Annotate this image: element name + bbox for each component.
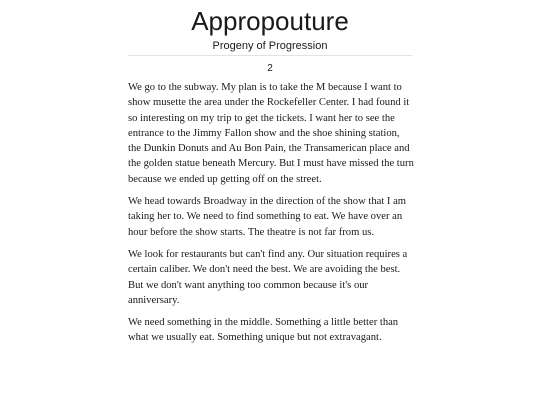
- paragraph-3: We look for restaurants but can't find any. Our situation requires a certain caliber. We don't need the best. We are avoiding the best. But we don't want anything too common because it's our anniversary.: [128, 248, 408, 306]
- blog-subtitle: Progeny of Progression: [212, 40, 328, 52]
- paragraph-1: We go to the subway. My plan is to take the M because I want to show musette the area under the Rockefeller Center. I had found it so interesting on my trip to get the tickets. I want her to see the entrance to the Jimmy Fallon show and the shoe shining station, the Dunkin Donuts and Au Bon Pain, the Transamerican place and the golden statue beneath Mercury. But I must have missed the turn because we ended up getting off on the street.: [128, 82, 414, 185]
- post-body: [128, 80, 414, 353]
- paragraph-2: We head towards Broadway in the direction of the show that I am taking her to. We need to find something to eat. We have over an hour before the show starts. The theatre is not far from us.: [128, 196, 407, 238]
- page-number: 2: [267, 63, 273, 74]
- paragraph-4: We need something in the middle. Something a little better than what we usually eat. Something unique but not extravagant.: [128, 317, 399, 344]
- header-divider: [128, 55, 412, 56]
- blog-title[interactable]: Appropouture: [191, 6, 349, 36]
